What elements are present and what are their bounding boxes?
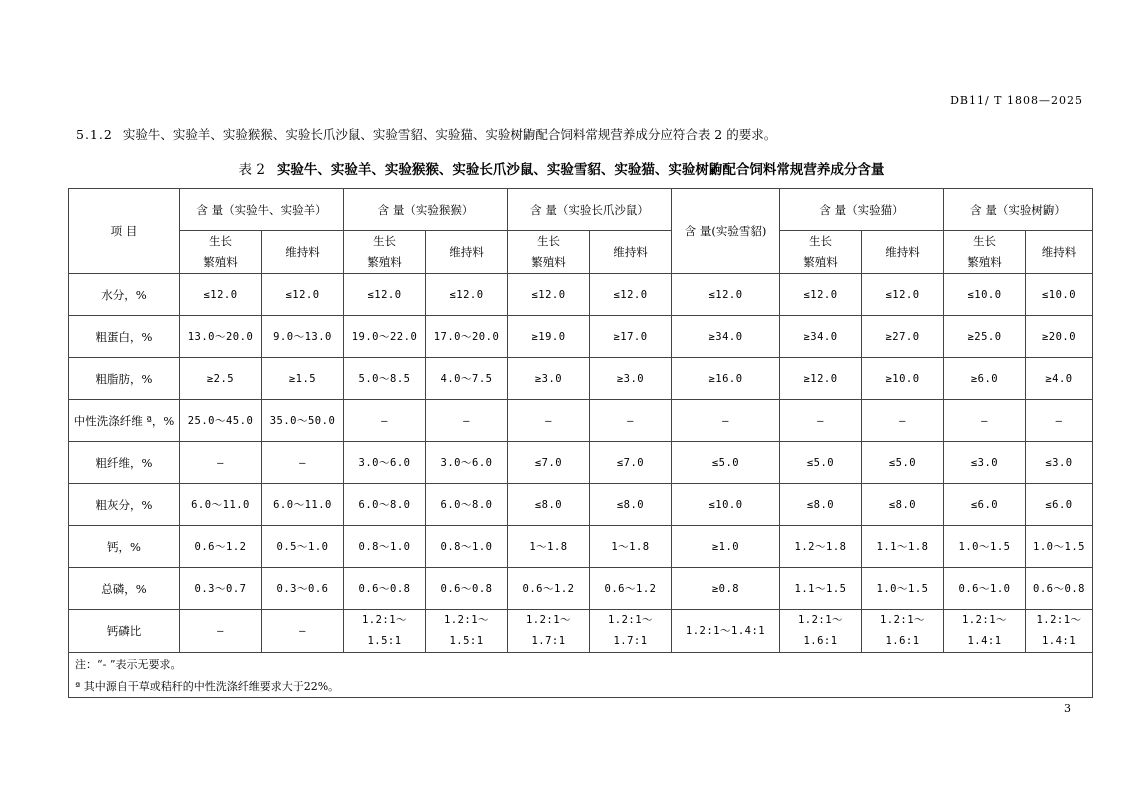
- table-cell: ≤6.0: [944, 484, 1026, 526]
- row-label: 粗灰分，%: [69, 484, 180, 526]
- table-cell: 1～1.8: [590, 526, 672, 568]
- table-cell: ≤6.0: [1026, 484, 1093, 526]
- table-cell: ≤12.0: [862, 274, 944, 316]
- table-cell: ≤12.0: [344, 274, 426, 316]
- clause-number: 5.1.2: [76, 127, 113, 142]
- table-cell: ≤12.0: [780, 274, 862, 316]
- row-label: 中性洗涤纤维 ª，%: [69, 400, 180, 442]
- table-row: [69, 442, 1093, 484]
- row-label: 粗蛋白，%: [69, 316, 180, 358]
- table-row: [69, 610, 1093, 653]
- table-cell: —: [1026, 400, 1093, 442]
- table-footnote: ª 其中源自干草或秸秆的中性洗涤纤维要求大于22%。: [69, 675, 1093, 698]
- table-row: [69, 568, 1093, 610]
- table-cell: ≥1.0: [672, 526, 780, 568]
- table-cell: ≤8.0: [590, 484, 672, 526]
- table-row: [69, 316, 1093, 358]
- table-cell: ≥12.0: [780, 358, 862, 400]
- table-cell: 1.2:1～ 1.6:1: [780, 610, 862, 653]
- table-cell: 1.2:1～ 1.6:1: [862, 610, 944, 653]
- subheader-breeding: 生长 繁殖料: [180, 231, 262, 274]
- table-cell: 1.2:1～ 1.7:1: [590, 610, 672, 653]
- table-cell: 6.0～8.0: [426, 484, 508, 526]
- table-cell: ≥20.0: [1026, 316, 1093, 358]
- table-cell: —: [944, 400, 1026, 442]
- table-cell: 1.2:1～ 1.4:1: [944, 610, 1026, 653]
- table-cell: —: [180, 610, 262, 653]
- table-cell: ≥34.0: [780, 316, 862, 358]
- table-cell: —: [672, 400, 780, 442]
- subheader-maintenance: 维持料: [262, 231, 344, 274]
- table-cell: 0.6～0.8: [426, 568, 508, 610]
- table-cell: ≤5.0: [672, 442, 780, 484]
- table-cell: 0.6～0.8: [344, 568, 426, 610]
- table-cell: ≤8.0: [780, 484, 862, 526]
- table-cell: ≤10.0: [1026, 274, 1093, 316]
- document-id: DB11/ T 1808—2025: [950, 94, 1083, 107]
- table-cell: ≥3.0: [508, 358, 590, 400]
- table-number: 表 2: [238, 162, 265, 178]
- table-note: 注：“- ”表示无要求。: [69, 653, 1093, 676]
- table-cell: —: [426, 400, 508, 442]
- table-row: [69, 400, 1093, 442]
- table-cell: 6.0～8.0: [344, 484, 426, 526]
- table-cell: 1.2:1～ 1.5:1: [426, 610, 508, 653]
- table-cell: ≤12.0: [672, 274, 780, 316]
- table-cell: 0.6～0.8: [1026, 568, 1093, 610]
- table-cell: 1.1～1.8: [862, 526, 944, 568]
- table-cell: ≤3.0: [1026, 442, 1093, 484]
- table-cell: 1.2:1～ 1.5:1: [344, 610, 426, 653]
- table-cell: ≤12.0: [180, 274, 262, 316]
- table-cell: ≤8.0: [862, 484, 944, 526]
- subheader-breeding: 生长 繁殖料: [780, 231, 862, 274]
- table-cell: 0.8～1.0: [426, 526, 508, 568]
- table-cell: —: [780, 400, 862, 442]
- table-cell: ≤3.0: [944, 442, 1026, 484]
- table-cell: 19.0～22.0: [344, 316, 426, 358]
- table-row: [69, 526, 1093, 568]
- table-cell: ≤5.0: [862, 442, 944, 484]
- table-cell: ≤12.0: [590, 274, 672, 316]
- table-cell: —: [180, 442, 262, 484]
- table-cell: 6.0～11.0: [262, 484, 344, 526]
- group-header-ferret: 含 量(实验雪貂): [672, 189, 780, 274]
- row-label: 粗纤维，%: [69, 442, 180, 484]
- row-label: 粗脂肪，%: [69, 358, 180, 400]
- table-row: [69, 358, 1093, 400]
- table-cell: ≤10.0: [944, 274, 1026, 316]
- table-cell: ≤12.0: [262, 274, 344, 316]
- table-cell: ≤8.0: [508, 484, 590, 526]
- clause-text: 实验牛、实验羊、实验猴猴、实验长爪沙鼠、实验雪貂、实验猫、实验树鼩配合饲料常规营养成分应符合表 2 的要求。: [122, 127, 777, 142]
- row-label: 总磷，%: [69, 568, 180, 610]
- table-cell: 1.0～1.5: [862, 568, 944, 610]
- table-cell: ≥10.0: [862, 358, 944, 400]
- table-cell: ≥4.0: [1026, 358, 1093, 400]
- table-cell: 0.5～1.0: [262, 526, 344, 568]
- table-cell: 1.0～1.5: [944, 526, 1026, 568]
- nutrition-table: [68, 188, 1093, 698]
- table-cell: 4.0～7.5: [426, 358, 508, 400]
- table-cell: ≥34.0: [672, 316, 780, 358]
- table-title: 实验牛、实验羊、实验猴猴、实验长爪沙鼠、实验雪貂、实验猫、实验树鼩配合饲料常规营养成分含量: [276, 162, 885, 178]
- table-cell: 5.0～8.5: [344, 358, 426, 400]
- group-header-cattle-sheep: 含 量（实验牛、实验羊）: [180, 189, 344, 231]
- row-label: 钙，%: [69, 526, 180, 568]
- subheader-breeding: 生长 繁殖料: [508, 231, 590, 274]
- subheader-breeding: 生长 繁殖料: [344, 231, 426, 274]
- group-header-macaque: 含 量（实验猴猴）: [344, 189, 508, 231]
- table-cell: 3.0～6.0: [426, 442, 508, 484]
- table-cell: 1.1～1.5: [780, 568, 862, 610]
- subheader-maintenance: 维持料: [1026, 231, 1093, 274]
- table-cell: 0.3～0.7: [180, 568, 262, 610]
- subheader-maintenance: 维持料: [426, 231, 508, 274]
- table-cell: ≤7.0: [508, 442, 590, 484]
- table-cell: —: [862, 400, 944, 442]
- table-cell: 17.0～20.0: [426, 316, 508, 358]
- table-cell: ≤12.0: [508, 274, 590, 316]
- table-cell: ≥2.5: [180, 358, 262, 400]
- table-cell: ≥17.0: [590, 316, 672, 358]
- table-cell: 0.6～1.2: [590, 568, 672, 610]
- table-cell: ≥6.0: [944, 358, 1026, 400]
- table-cell: —: [590, 400, 672, 442]
- table-cell: ≤7.0: [590, 442, 672, 484]
- item-header: 项 目: [69, 189, 180, 274]
- table-cell: ≥1.5: [262, 358, 344, 400]
- table-row: [69, 274, 1093, 316]
- group-header-gerbil: 含 量（实验长爪沙鼠）: [508, 189, 672, 231]
- table-cell: —: [508, 400, 590, 442]
- subheader-maintenance: 维持料: [862, 231, 944, 274]
- table-cell: 0.6～1.2: [508, 568, 590, 610]
- subheader-maintenance: 维持料: [590, 231, 672, 274]
- table-cell: ≥19.0: [508, 316, 590, 358]
- table-cell: ≥27.0: [862, 316, 944, 358]
- table-cell: 1.2:1～ 1.7:1: [508, 610, 590, 653]
- table-cell: 0.8～1.0: [344, 526, 426, 568]
- table-cell: 1～1.8: [508, 526, 590, 568]
- row-label: 水分，%: [69, 274, 180, 316]
- table-cell: 0.6～1.2: [180, 526, 262, 568]
- table-cell: 1.2:1～ 1.4:1: [1026, 610, 1093, 653]
- row-label: 钙磷比: [69, 610, 180, 653]
- table-row: [69, 484, 1093, 526]
- table-cell: 25.0～45.0: [180, 400, 262, 442]
- table-cell: ≥0.8: [672, 568, 780, 610]
- clause-paragraph: [76, 125, 776, 143]
- table-cell: —: [262, 610, 344, 653]
- table-cell: ≥25.0: [944, 316, 1026, 358]
- table-cell: ≥16.0: [672, 358, 780, 400]
- table-caption: [0, 158, 1123, 178]
- group-header-tree-shrew: 含 量（实验树鼩）: [944, 189, 1093, 231]
- table-cell: 0.3～0.6: [262, 568, 344, 610]
- table-cell: 1.2:1～1.4:1: [672, 610, 780, 653]
- table-cell: ≤5.0: [780, 442, 862, 484]
- table-cell: 9.0～13.0: [262, 316, 344, 358]
- table-cell: 0.6～1.0: [944, 568, 1026, 610]
- table-cell: 1.0～1.5: [1026, 526, 1093, 568]
- group-header-cat: 含 量（实验猫）: [780, 189, 944, 231]
- table-cell: ≤10.0: [672, 484, 780, 526]
- table-cell: ≥3.0: [590, 358, 672, 400]
- subheader-breeding: 生长 繁殖料: [944, 231, 1026, 274]
- page-number: 3: [1064, 702, 1071, 715]
- table-cell: —: [344, 400, 426, 442]
- table-cell: 3.0～6.0: [344, 442, 426, 484]
- table-cell: —: [262, 442, 344, 484]
- table-cell: 13.0～20.0: [180, 316, 262, 358]
- table-cell: 1.2～1.8: [780, 526, 862, 568]
- table-cell: ≤12.0: [426, 274, 508, 316]
- table-cell: 6.0～11.0: [180, 484, 262, 526]
- table-cell: 35.0～50.0: [262, 400, 344, 442]
